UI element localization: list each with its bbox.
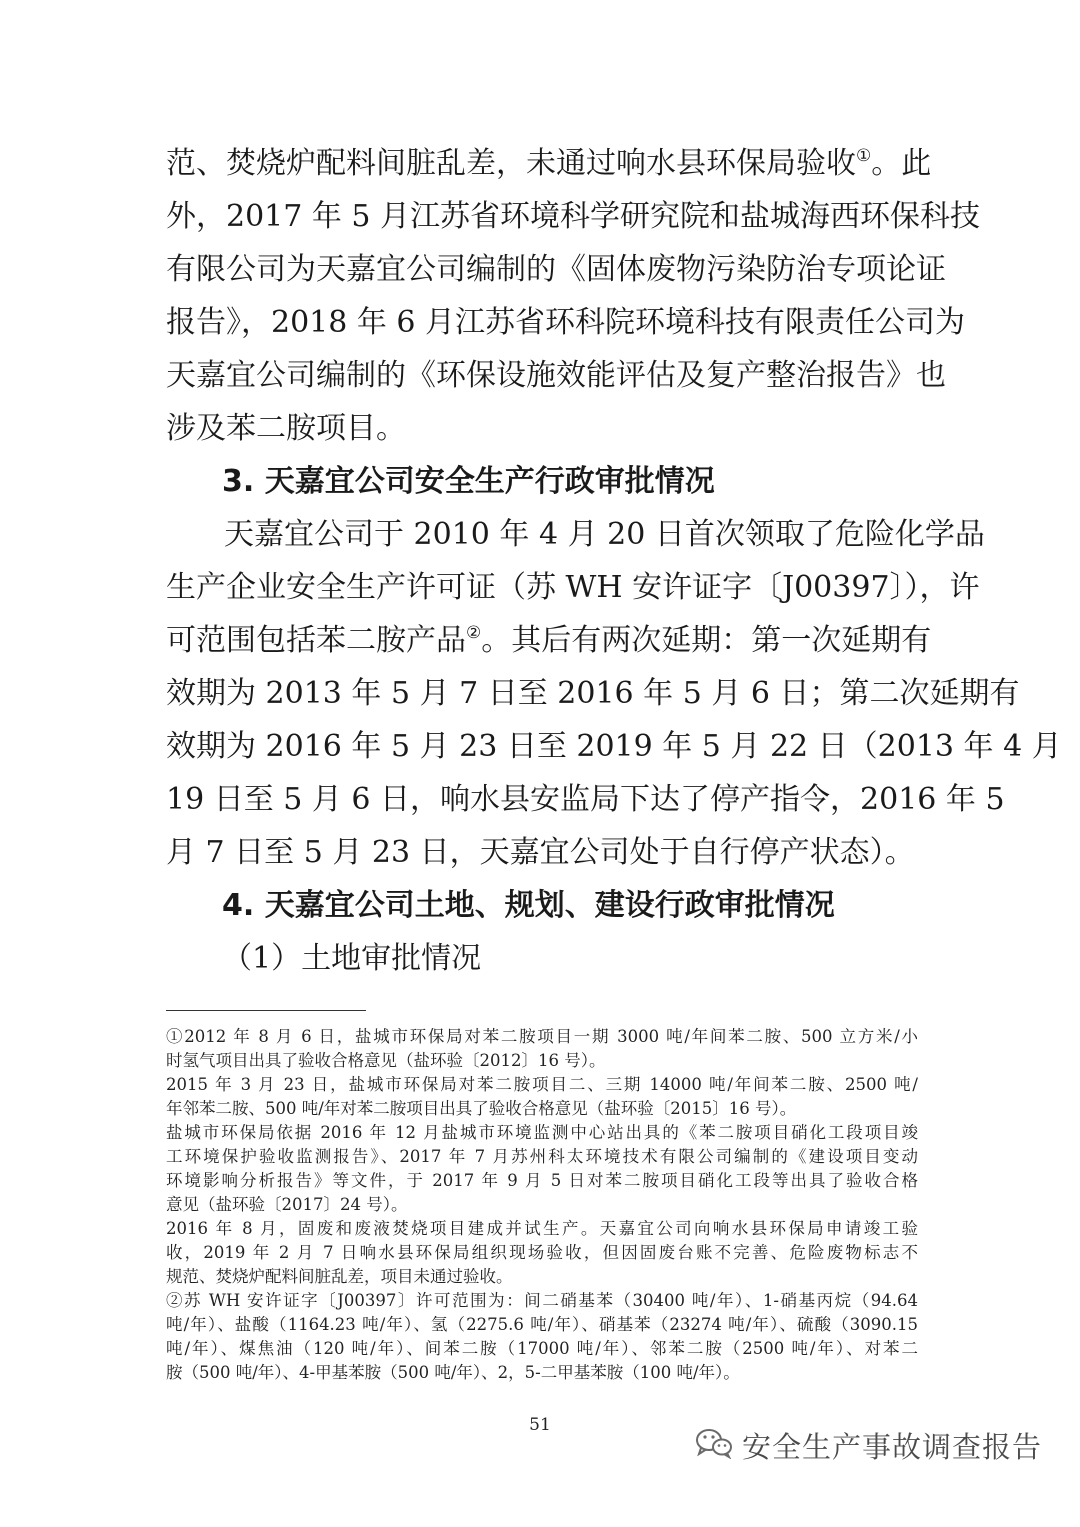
footnote-line: 收，2019 年 2 月 7 日响水县环保局组织现场验收，但因固废台账不完善、危险废物标志不 — [166, 1243, 918, 1262]
subsection-heading: （1）土地审批情况 — [222, 941, 482, 976]
body-line: 生产企业安全生产许可证（苏 WH 安许证字〔J00397〕），许 — [166, 570, 980, 605]
body-line: 外，2017 年 5 月江苏省环境科学研究院和盐城海西环保科技 — [166, 199, 981, 234]
footnote-ref-1[interactable]: ① — [856, 146, 872, 166]
footnote-line: ①2012 年 8 月 6 日，盐城市环保局对苯二胺项目一期 3000 吨/年间苯二胺、500 立方米/小 — [166, 1027, 918, 1046]
body-line: 报告》，2018 年 6 月江苏省环科院环境科技有限责任公司为 — [166, 305, 966, 340]
footnote-line: 工环境保护验收监测报告》、2017 年 7 月苏州科太环境技术有限公司编制的《建设项目变动 — [166, 1147, 918, 1166]
section-heading-4: 4. 天嘉宜公司土地、规划、建设行政审批情况 — [222, 888, 835, 923]
body-line: 天嘉宜公司于 2010 年 4 月 20 日首次领取了危险化学品 — [224, 517, 985, 552]
watermark — [694, 1428, 1042, 1462]
footnote-line: 年邻苯二胺、500 吨/年对苯二胺项目出具了验收合格意见（盐环验〔2015〕16 号）。 — [166, 1099, 797, 1118]
footnote-line: 时氢气项目出具了验收合格意见（盐环验〔2012〕16 号）。 — [166, 1051, 606, 1070]
footnote-line: 胺（500 吨/年）、4-甲基苯胺（500 吨/年）、2，5-二甲基苯胺（100 吨/年）。 — [166, 1363, 740, 1382]
footnote-line: 吨/年）、盐酸（1164.23 吨/年）、氢（2275.6 吨/年）、硝基苯（23274 吨/年）、硫酸（3090.15 — [166, 1315, 918, 1334]
footnote-line: 环境影响分析报告》等文件，于 2017 年 9 月 5 日对苯二胺项目硝化工段等出具了验收合格 — [166, 1171, 918, 1190]
footnote-line: 意见（盐环验〔2017〕24 号）。 — [166, 1195, 408, 1214]
footnote-ref-2[interactable]: ② — [466, 623, 482, 643]
body-line: 可范围包括苯二胺产品②。其后有两次延期：第一次延期有 — [166, 623, 932, 658]
body-line: 效期为 2013 年 5 月 7 日至 2016 年 5 月 6 日；第二次延期有 — [166, 676, 1020, 711]
footnote-line: 规范、焚烧炉配料间脏乱差，项目未通过验收。 — [166, 1267, 513, 1286]
page-number: 51 — [529, 1415, 551, 1435]
footnote-line: 盐城市环保局依据 2016 年 12 月盐城市环境监测中心站出具的《苯二胺项目硝化工段项目竣 — [166, 1123, 918, 1142]
footnote-line: 吨/年）、煤焦油（120 吨/年）、间苯二胺（17000 吨/年）、邻苯二胺（2500 吨/年）、对苯二 — [166, 1339, 918, 1358]
body-line: 19 日至 5 月 6 日，响水县安监局下达了停产指令，2016 年 5 — [166, 782, 1005, 817]
footnote-divider — [166, 1010, 366, 1011]
footnote-line: ②苏 WH 安许证字〔J00397〕许可范围为：间二硝基苯（30400 吨/年）、1-硝基丙烷（94.64 — [166, 1291, 918, 1310]
footnote-line: 2015 年 3 月 23 日，盐城市环保局对苯二胺项目二、三期 14000 吨/年间苯二胺、2500 吨/ — [166, 1075, 918, 1094]
body-line: 有限公司为天嘉宜公司编制的《固体废物污染防治专项论证 — [166, 252, 946, 287]
wechat-icon — [694, 1427, 734, 1463]
footnote-line: 2016 年 8 月，固废和废液焚烧项目建成并试生产。天嘉宜公司向响水县环保局申请竣工验 — [166, 1219, 918, 1238]
section-heading-3: 3. 天嘉宜公司安全生产行政审批情况 — [222, 464, 715, 499]
body-line: 效期为 2016 年 5 月 23 日至 2019 年 5 月 22 日（2013 年 4 月 — [166, 729, 1062, 764]
watermark-text: 安全生产事故调查报告 — [741, 1429, 1042, 1464]
body-line: 涉及苯二胺项目。 — [166, 411, 406, 446]
body-line: 范、焚烧炉配料间脏乱差，未通过响水县环保局验收①。此 — [166, 146, 932, 181]
body-line: 月 7 日至 5 月 23 日，天嘉宜公司处于自行停产状态）。 — [166, 835, 915, 870]
body-line: 天嘉宜公司编制的《环保设施效能评估及复产整治报告》也 — [166, 358, 946, 393]
